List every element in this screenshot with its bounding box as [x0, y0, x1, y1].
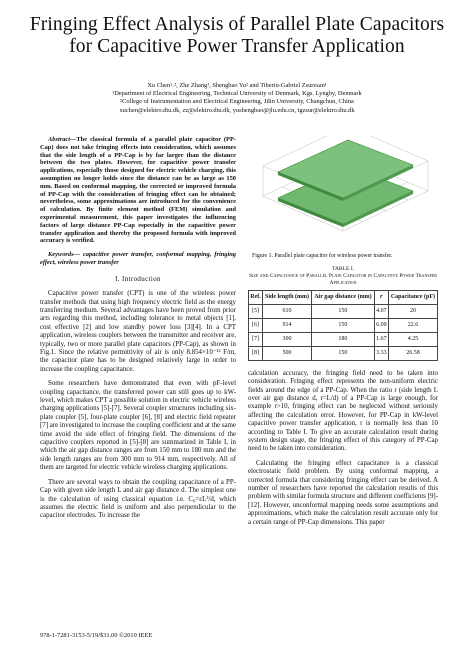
table-caption: Size and Capacitance of Parallel Plate Capacitor in Capacitive Power Transfer Application: [249, 273, 437, 286]
header-side-length: Side length (mm): [263, 290, 312, 304]
cell-r: 6.09: [374, 318, 388, 332]
cell-r: 3.33: [374, 346, 388, 360]
table-number: TABLE I.: [331, 266, 355, 273]
keywords-lead: Keywords: [48, 251, 74, 259]
copyright-footer: 978-1-7281-3153-5/19/$31.00 ©2019 IEEE: [40, 632, 153, 639]
cell-side-length: 500: [263, 346, 312, 360]
cell-ref: [6]: [249, 318, 263, 332]
figure-caption: Figure 1. Parallel plate capacitor for wireless power transfer.: [252, 253, 393, 259]
table-row: [249, 332, 438, 346]
cell-capacitance: 4.25: [388, 332, 437, 346]
keywords: [40, 251, 236, 267]
cell-side-length: 610: [263, 304, 312, 318]
table-row: [249, 346, 438, 360]
header-r: r: [374, 290, 388, 304]
right-paragraph-1: calculation accuracy, the fringing field need to be taken into consideration. Fringing effect represents the non-uniform electric fields around the edge of a PP-Cap. When the ratio r (side length L over air gap distance d, r=L/d) of a PP-Cap is large enough, for example r>10, fringing effect can be neglected without seriously affecting the calculation error. However, for PP-Cap in kW-level capacitive power transfer application, r is normally less than 10 according to Table I. To give an accurate calculation result during system design stage, the fringing effect of this category of PP-Cap need to be taken into consideration.: [248, 369, 438, 453]
cell-ref: [7]: [249, 332, 263, 346]
keywords-text: — capacitive power transfer, conformal mapping, fringing effect, wireless power transfer: [40, 251, 236, 266]
cell-side-length: 300: [263, 332, 312, 346]
capacitor-table: [248, 290, 438, 361]
parallel-plate-capacitor-illustration: [248, 136, 438, 248]
header-air-gap: Air gap distance (mm): [311, 290, 374, 304]
cell-ref: [8]: [249, 346, 263, 360]
cell-air-gap: 150: [311, 346, 374, 360]
header-ref: Ref.: [249, 290, 263, 304]
author-block: [20, 82, 454, 115]
affiliation-1: ¹Department of Electrical Engineering, Technical University of Denmark, Kgs. Lyngby, Denmark: [112, 90, 362, 98]
author-emails: xuchen@elektro.dtu.dk, zz@elektro.dtu.dk, yushengbao@jlu.edu.cn, tgzsur@elektro.dtu.dk: [119, 106, 355, 114]
intro-paragraph-3: There are several ways to obtain the coupling capacitance of a PP-Cap with given side length L and air gap distance d. The simplest one is the calculation of using classical equation i.e. C₀=εL²/d, which assumes the electric field is uniform and also perpendicular to the capacitor electrodes. To increase the: [40, 478, 236, 520]
table-row: [249, 304, 438, 318]
abstract-lead: Abstract: [48, 136, 71, 143]
cell-r: 1.67: [374, 332, 388, 346]
abstract: [40, 136, 236, 245]
cell-capacitance: 26.58: [388, 346, 437, 360]
table-title: [248, 266, 438, 286]
cell-air-gap: 150: [311, 304, 374, 318]
section-heading-introduction: I. Introduction: [115, 275, 161, 283]
abstract-text: —The classical formula of a parallel plate capacitor (PP-Cap) does not take fringing effects into consideration, which assumes that the side length of a PP-Cap is by far larger than the distance between the two plates. However, for capacitive power transfer applications, especially those designed for electric vehicle charging, this assumption no longer holds since the distance can be as large as 150 mm. Based on conformal mapping, the corrected or improved formula of PP-Cap with the consideration of fringing effect can be obtained; nevertheless, some approximations are introduced for the convenience of calculation. By finite element method (FEM) simulation and experimental measurement, this paper investigates the influencing factors of large distance PP-Cap especially in the capacitive power transfer application and thereby the proposed formula with improved accuracy is verified.: [40, 136, 236, 245]
table-header-row: [249, 290, 438, 304]
right-column: [248, 136, 438, 533]
title-line-2: for Capacitive Power Transfer Application: [69, 36, 405, 57]
cell-side-length: 914: [263, 318, 312, 332]
intro-paragraph-2: Some researchers have demonstrated that even with pF-level coupling capacitance, the transferred power can still goes up to kW-level, which makes CPT a possible solution in electric vehicle wireless charging applications [5]-[7]. Several coupler structures including six-plate coupler [5], four-plate coupler [6], [8] and electric field repeater [7] are investigated to increase the coupling coefficient and at the same time avoid the side effect of fringing field. The dimensions of the capacitive couplers reported in [5]-[8] are summarized in Table I, in which the air gap distance ranges are from 150 mm to 180 mm and the side length ranges are from 300 mm to 914 mm, respectively. All of them are targeted for electric vehicle wireless charging applications.: [40, 380, 236, 472]
figure-1: [248, 136, 438, 250]
header-capacitance: Capacitance (pF): [388, 290, 437, 304]
table-row: [249, 318, 438, 332]
paper-title: [14, 14, 460, 58]
cell-air-gap: 150: [311, 318, 374, 332]
affiliation-2: ²College of Instrumentation and Electrical Engineering, Jilin University, Changchun, China: [120, 98, 354, 106]
cell-capacitance: 22.6: [388, 318, 437, 332]
right-paragraph-2: Calculating the fringing effect capacitance is a classical electrostatic field problem. By using conformal mapping, a corrected formula that considering fringing effect can be derived. A number of researchers have reported the calculation results of this problem with similar formula structure and different coefficients [9]-[12]. However, unconformal mapping needs some assumptions and approximations, which make the calculation result accurate only for a certain range of PP-Cap dimensions. This paper: [248, 459, 438, 526]
left-column: [40, 136, 236, 527]
author-names: Xu Chen¹˒², Zhe Zhang¹, Shengbao Yu² and Tiberiu-Gabriel Zsurzsan¹: [147, 82, 327, 89]
cell-r: 4.07: [374, 304, 388, 318]
cell-capacitance: 20: [388, 304, 437, 318]
intro-paragraph-1: Capacitive power transfer (CPT) is one of the wireless power transfer methods that using high frequency electric field as the energy transferring medium. Several advantages have been proved from prior arts regarding this method, including tolerance to metal objects [1], cost effective [2] and low standby power loss [3][4]. In a CPT application, wireless couplers between the transmitter and receiver are, typically, two or more parallel plate capacitors (PP-Cap), as shown in Fig.1. Since the relative permittivity of air is only 8.854×10⁻¹² F/m, the capacitor plate has to be designed relatively large in order to increase the coupling capacitance.: [40, 290, 236, 373]
cell-air-gap: 180: [311, 332, 374, 346]
cell-ref: [5]: [249, 304, 263, 318]
title-line-1: Fringing Effect Analysis of Parallel Plate Capacitors: [29, 14, 445, 35]
